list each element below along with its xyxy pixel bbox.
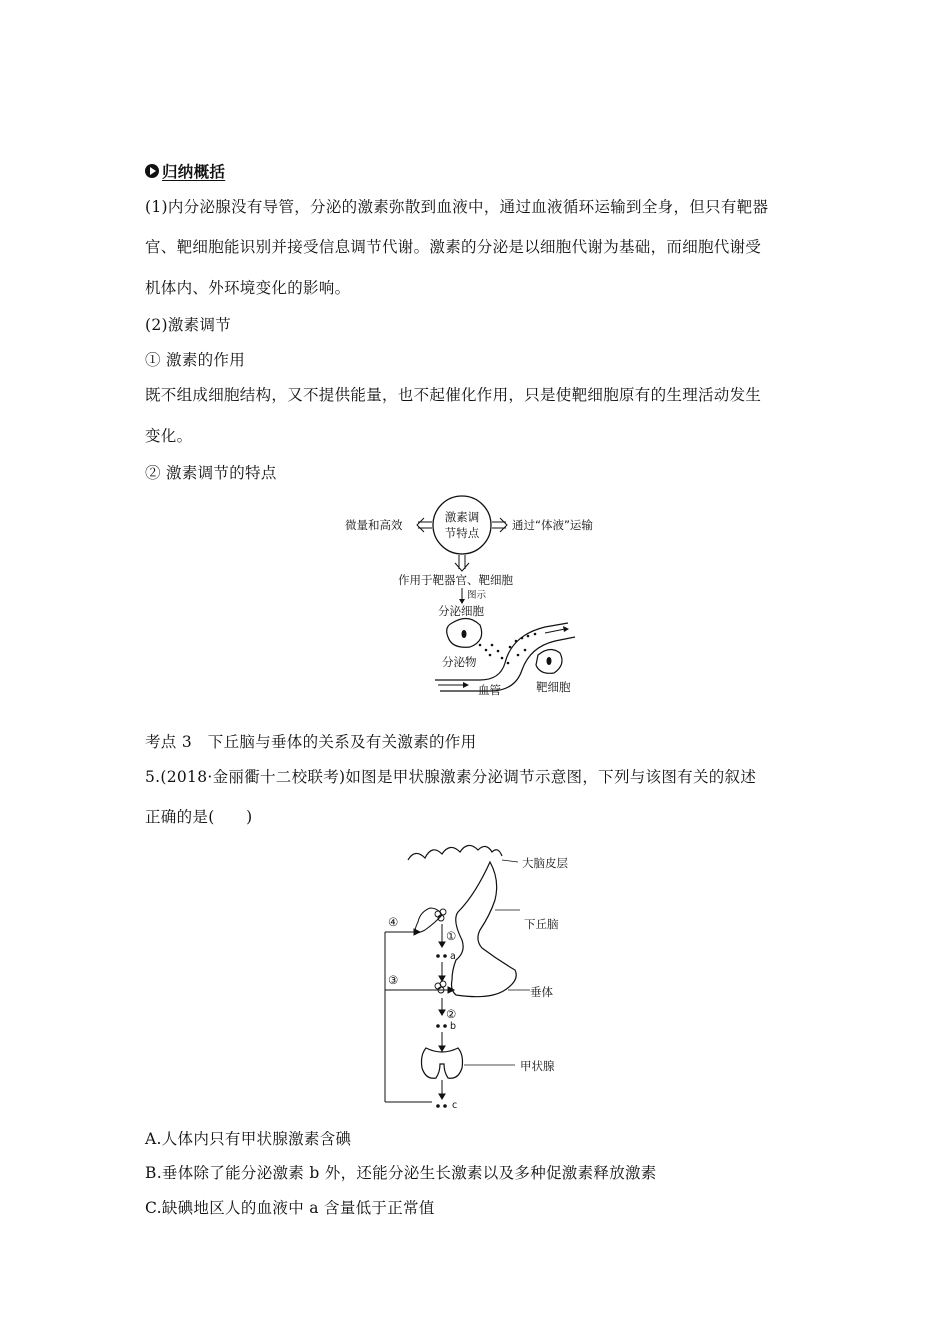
hypothalamus-granules <box>435 909 446 921</box>
paragraph-1-line-1: (1)内分泌腺没有导管，分泌的激素弥散到血液中，通过血液循环运输到全身，但只有靶器 <box>145 198 769 216</box>
thyroid-gland-shape <box>422 1048 463 1078</box>
exam-point-title: 考点 3 下丘脑与垂体的关系及有关激素的作用 <box>145 733 477 751</box>
label-pituitary: 垂体 <box>530 985 553 999</box>
paragraph-1-line-2: 官、靶细胞能识别并接受信息调节代谢。激素的分泌是以细胞代谢为基础，而细胞代谢受 <box>145 238 762 256</box>
play-circle-icon <box>145 164 159 178</box>
label-illustration: 图示 <box>467 590 487 601</box>
cerebral-cortex-shape <box>408 845 502 860</box>
question-5-line-2: 正确的是( ) <box>145 808 253 826</box>
section-heading-text: 归纳概括 <box>162 163 226 181</box>
label-cerebral-cortex: 大脑皮层 <box>522 856 568 870</box>
label-target-organs: 作用于靶器官、靶细胞 <box>398 573 513 587</box>
hypothalamus-pituitary-shape <box>452 862 517 997</box>
option-b: B.垂体除了能分泌激素 b 外，还能分泌生长激素以及多种促激素释放激素 <box>145 1164 657 1182</box>
paragraph-function-line-1: 既不组成细胞结构，又不提供能量，也不起催化作用，只是使靶细胞原有的生理活动发生 <box>145 386 762 404</box>
subheading-hormone-features: ② 激素调节的特点 <box>145 464 277 482</box>
center-label-line-2: 节特点 <box>444 526 480 540</box>
left-double-arrow <box>417 518 432 532</box>
option-a: A.人体内只有甲状腺激素含碘 <box>145 1130 352 1148</box>
label-target-cell: 靶细胞 <box>536 680 571 694</box>
label-hormone-a: a <box>450 951 456 962</box>
thyroid-regulation-diagram <box>380 840 595 1110</box>
label-number-2: ② <box>446 1007 457 1021</box>
section-heading <box>145 160 225 182</box>
label-trace-efficient: 微量和高效 <box>345 518 403 532</box>
center-label-line-1: 激素调 <box>444 510 480 524</box>
label-number-1: ① <box>446 929 457 943</box>
paragraph-1-line-3: 机体内、外环境变化的影响。 <box>145 279 351 297</box>
label-secretion: 分泌物 <box>442 655 477 669</box>
question-5-line-1: 5.(2018·金丽衢十二校联考)如图是甲状腺激素分泌调节示意图，下列与该图有关的叙述 <box>145 768 757 786</box>
hormone-features-diagram <box>340 495 630 700</box>
down-double-arrow <box>455 555 469 571</box>
label-body-fluid-transport: 通过“体液”运输 <box>512 518 593 532</box>
label-hormone-b: b <box>450 1021 457 1032</box>
label-number-3: ③ <box>388 973 399 987</box>
label-hypothalamus: 下丘脑 <box>524 917 559 931</box>
paragraph-function-line-2: 变化。 <box>145 427 193 445</box>
right-double-arrow <box>492 518 507 532</box>
label-number-4: ④ <box>388 915 399 929</box>
subheading-hormone-function: ① 激素的作用 <box>145 351 246 369</box>
option-c: C.缺碘地区人的血液中 a 含量低于正常值 <box>145 1199 435 1217</box>
blood-vessel-upper-wall <box>435 623 568 680</box>
label-secretory-cell: 分泌细胞 <box>438 604 484 618</box>
label-blood-vessel: 血管 <box>478 683 501 697</box>
label-thyroid: 甲状腺 <box>520 1059 555 1073</box>
paragraph-2-title: (2)激素调节 <box>145 316 232 334</box>
pituitary-granules <box>435 981 446 993</box>
label-hormone-c: c <box>452 1100 458 1110</box>
